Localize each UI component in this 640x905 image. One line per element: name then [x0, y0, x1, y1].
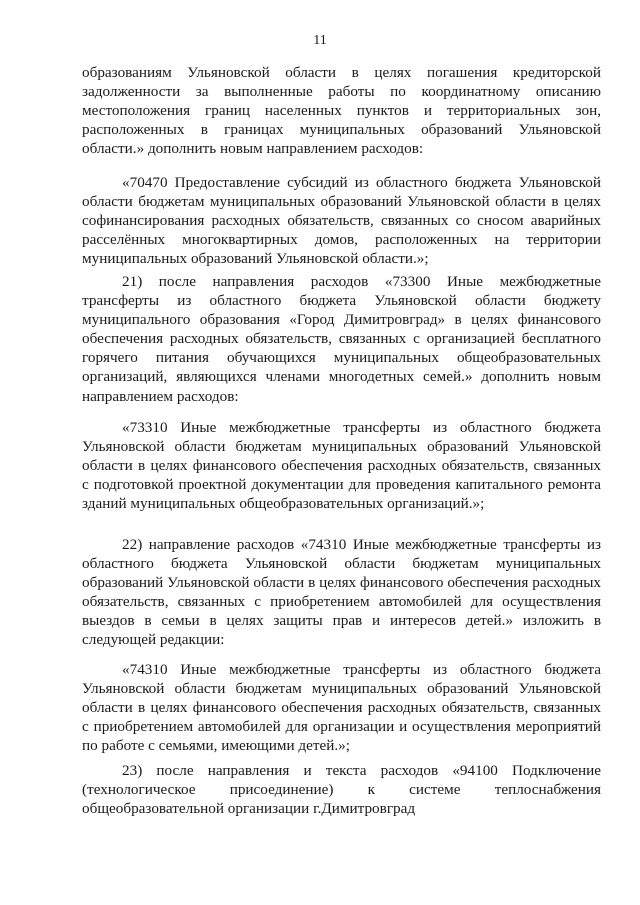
paragraph-73310: «73310 Иные межбюджетные трансферты из областного бюджета Ульяновской области бюджетам муниципальных образований Ульяновской области в целях финансового обеспечения расходных обязательств, связанных с подготовкой проектной документации для проведения капитального ремонта зданий муниципальных общеобразовательных организаций.»;: [82, 419, 601, 513]
page-number: 11: [313, 33, 327, 48]
paragraph-item-23: 23) после направления и текста расходов «94100 Подключение (технологическое присоединение) к системе теплоснабжения общеобразовательной организации г.Димитровград: [82, 762, 601, 818]
paragraph-70470: «70470 Предоставление субсидий из областного бюджета Ульяновской области бюджетам муниципальных образований Ульяновской области в целях софинансирования расходных обязательств, связанных со сносом аварийных расселённых многоквартирных домов, расположенных на территории муниципальных образований Ульяновской области.»;: [82, 174, 601, 268]
paragraph-74310: «74310 Иные межбюджетные трансферты из областного бюджета Ульяновской области бюджетам муниципальных образований Ульяновской области в целях финансового обеспечения расходных обязательств, связанных с приобретением автомобилей для организации и осуществления мероприятий по работе с семьями, имеющими детей.»;: [82, 661, 601, 755]
paragraph-item-21: 21) после направления расходов «73300 Иные межбюджетные трансферты из областного бюджета Ульяновской области бюджету муниципального образования «Город Димитровград» в целях финансового обеспечения расходных обязательств, связанных с организацией бесплатного горячего питания обучающихся муниципальных общеобразовательных организаций, являющихся членами многодетных семей.» дополнить новым направлением расходов:: [82, 273, 601, 405]
paragraph-continuation: образованиям Ульяновской области в целях погашения кредиторской задолженности за выполненные работы по координатному описанию местоположения границ населенных пунктов и территориальных зон, расположенных в границах муниципальных образований Ульяновской области.» дополнить новым направлением расходов:: [82, 64, 601, 158]
paragraph-item-22: 22) направление расходов «74310 Иные межбюджетные трансферты из областного бюджета Ульяновской области бюджетам муниципальных образований Ульяновской области в целях финансового обеспечения расходных обязательств, связанных с приобретением автомобилей для осуществления выездов в семьи в целях защиты прав и интересов детей.» изложить в следующей редакции:: [82, 536, 601, 649]
